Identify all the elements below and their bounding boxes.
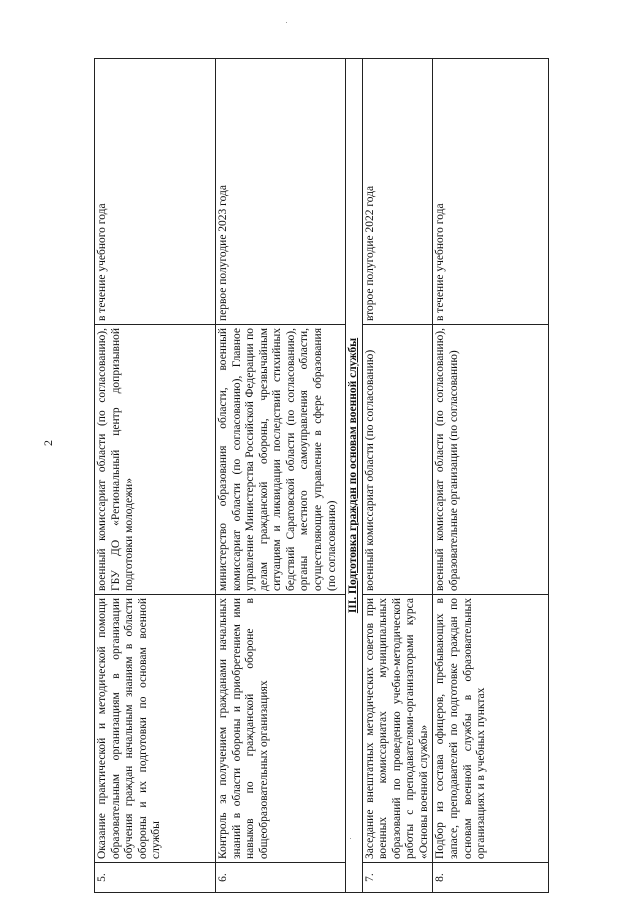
activity-cell: Оказание практической и методической помощи образовательным организациям в организации обучения граждан начальным знаниям в области обороны и их подготовки по основам военной службы xyxy=(95,595,216,863)
deadline-cell: в течение учебного года xyxy=(433,59,549,325)
rotated-page-content xyxy=(94,59,549,893)
executor-cell: военный комиссариат области (по согласованию), ГБУ ДО «Региональный центр допризывной подготовки молодежи» xyxy=(95,325,216,595)
page-number: 2 xyxy=(41,440,55,446)
row-number: 5. xyxy=(95,863,216,893)
plan-table xyxy=(94,58,549,893)
scan-speck xyxy=(286,22,287,23)
activity-cell: Заседание внештатных методических советов при военных комиссариатах муниципальных образований по проведению учебно-методической работы с преподавателями-организаторами курса «Основы военной службы» xyxy=(362,595,433,863)
executor-cell: министерство образования области, военный комиссариат области (по согласованию), Главное управление Министерства Российской Федерации по делам гражданской обороны, чрезвычайным ситуациям и ликвидации последствий стихийных бедствий Саратовской области (по согласованию), органы местного самоуправления области, осуществляющие управление в сфере образования (по согласованию) xyxy=(216,325,346,595)
table-row xyxy=(433,59,549,893)
section-title: III. Подготовка граждан по основам военной службы xyxy=(346,59,363,893)
section-row xyxy=(346,59,363,893)
row-number: 6. xyxy=(216,863,346,893)
deadline-cell: в течение учебного года xyxy=(95,59,216,325)
activity-cell: Контроль за получением гражданами начальных знаний в области обороны и приобретением ими навыков по гражданской обороне в общеобразовательных организациях xyxy=(216,595,346,863)
deadline-cell: второе полугодие 2022 года xyxy=(362,59,433,325)
executor-cell: военный комиссариат области (по согласованию) xyxy=(362,325,433,595)
activity-cell: Подбор из состава офицеров, пребывающих в запасе, преподавателей по подготовке граждан по основам военной службы в образовательных организациях и в учебных пунктах xyxy=(433,595,549,863)
table-row xyxy=(95,59,216,893)
table-row xyxy=(362,59,433,893)
scan-speck xyxy=(350,838,351,839)
table-row xyxy=(216,59,346,893)
row-number: 7. xyxy=(362,863,433,893)
deadline-cell: первое полугодие 2023 года xyxy=(216,59,346,325)
executor-cell: военный комиссариат области (по согласованию), образовательные организации (по согласованию) xyxy=(433,325,549,595)
row-number: 8. xyxy=(433,863,549,893)
